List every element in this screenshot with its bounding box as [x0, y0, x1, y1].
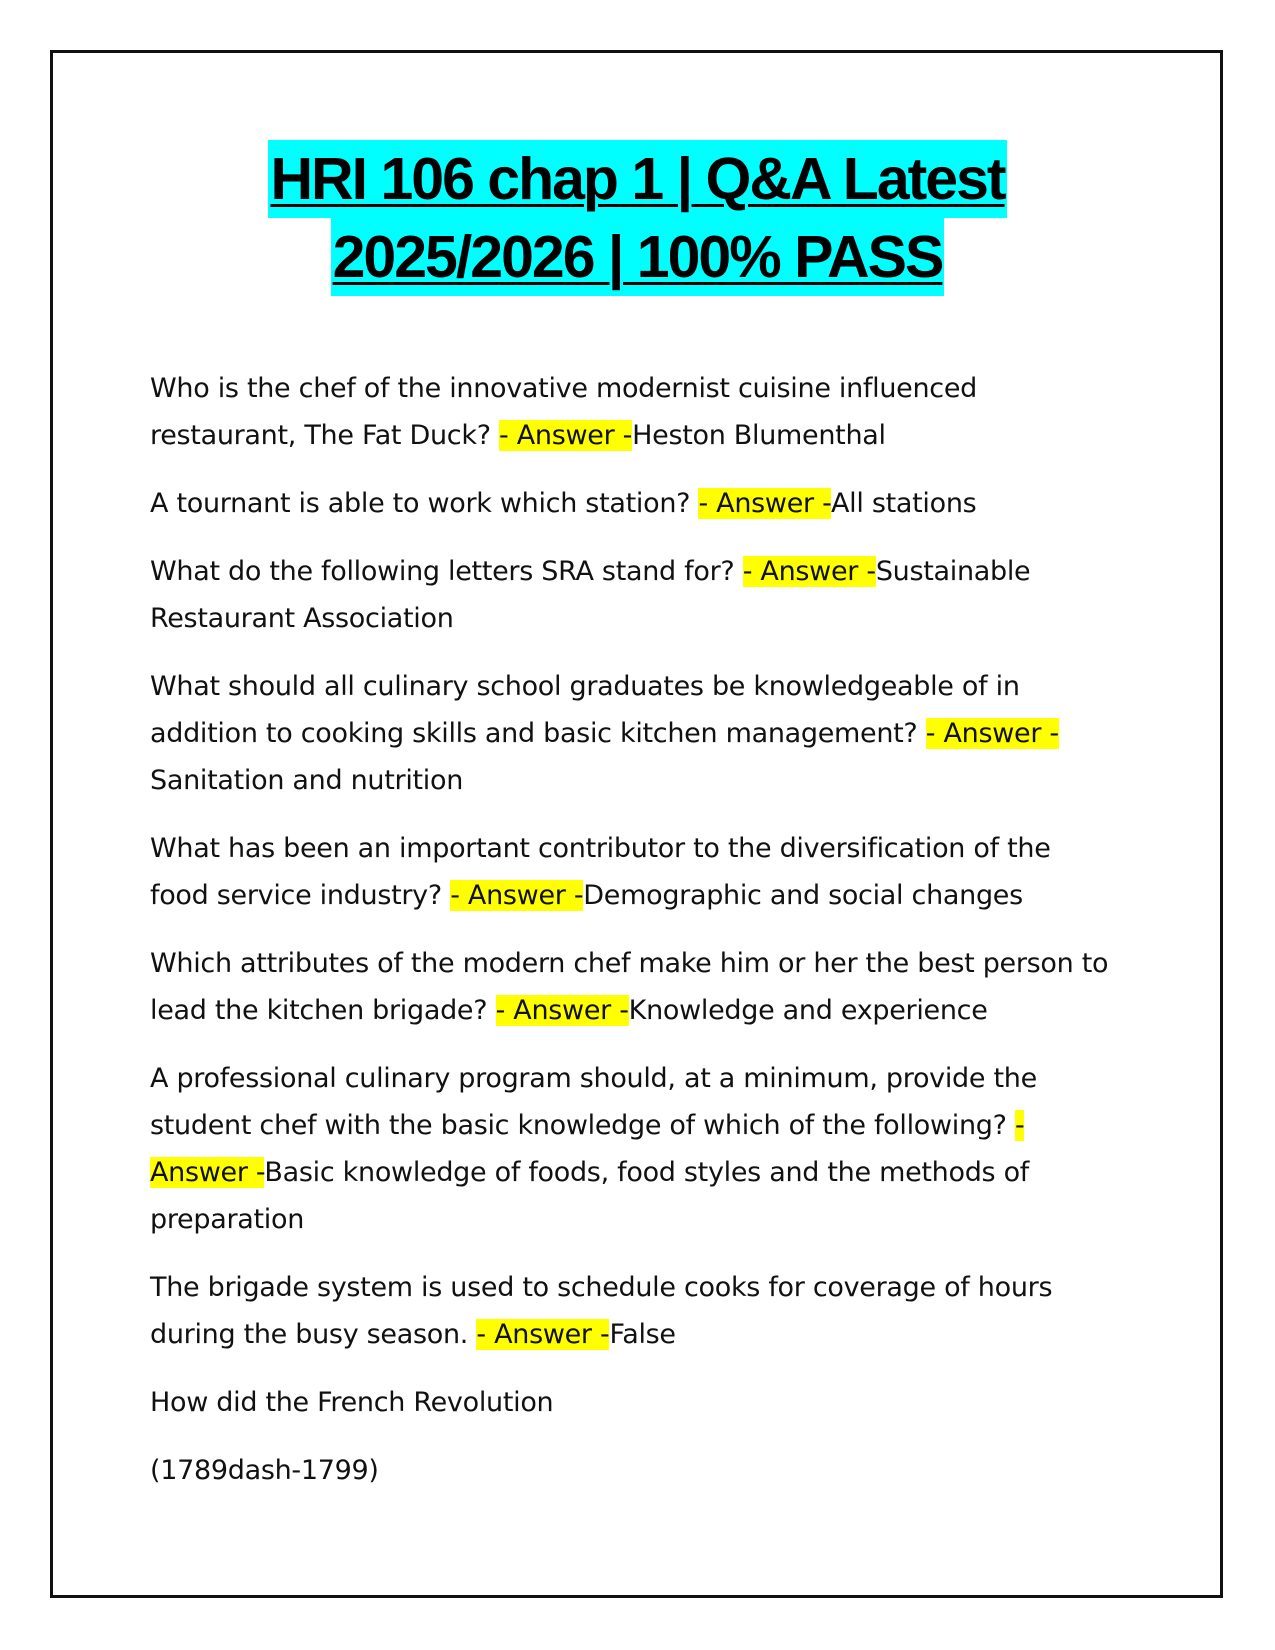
- answer-text: Sustainable Restaurant Association: [150, 556, 1031, 634]
- document-title: [0, 140, 1275, 296]
- answer-text: Sanitation and nutrition: [150, 765, 464, 796]
- question-text: What do the following letters SRA stand for?: [150, 556, 743, 587]
- question-text: A tournant is able to work which station?: [150, 488, 699, 519]
- question-text: What has been an important contributor to the diversification of the food service industry?: [150, 833, 1051, 911]
- question-text: Which attributes of the modern chef make him or her the best person to lead the kitchen brigade?: [150, 948, 1109, 1026]
- qa-item: [150, 365, 1110, 459]
- question-text: Who is the chef of the innovative modernist cuisine influenced restaurant, The Fat Duck?: [150, 373, 977, 451]
- answer-text: All stations: [830, 488, 977, 519]
- answer-marker: - Answer -: [698, 488, 831, 519]
- answer-marker: - Answer -: [495, 995, 629, 1026]
- trailing-line: (1789dash-1799): [150, 1455, 379, 1486]
- answer-text: Demographic and social changes: [583, 880, 1023, 911]
- qa-item: [150, 663, 1110, 804]
- qa-item: [150, 1264, 1110, 1358]
- question-text: A professional culinary program should, at a minimum, provide the student chef with the basic knowledge of which of the following?: [150, 1063, 1037, 1141]
- answer-text: Basic knowledge of foods, food styles and the methods of preparation: [150, 1157, 1030, 1235]
- answer-text: False: [609, 1319, 676, 1350]
- title-line-1: HRI 106 chap 1 | Q&A Latest: [268, 140, 1006, 218]
- answer-text: Heston Blumenthal: [632, 420, 886, 451]
- answer-marker: - Answer -: [742, 556, 876, 587]
- question-text: The brigade system is used to schedule cooks for coverage of hours during the busy season.: [150, 1272, 1053, 1350]
- answer-text: Knowledge and experience: [628, 995, 988, 1026]
- answer-marker: - Answer -: [476, 1319, 610, 1350]
- qa-item: [150, 1055, 1110, 1243]
- qa-item: [150, 548, 1110, 642]
- answer-marker: - Answer -: [925, 718, 1059, 749]
- qa-item: [150, 825, 1110, 919]
- trailing-line: How did the French Revolution: [150, 1387, 554, 1418]
- qa-item: [150, 940, 1110, 1034]
- title-line-2: 2025/2026 | 100% PASS: [331, 218, 945, 296]
- qa-item: [150, 480, 1110, 527]
- qa-list: [150, 365, 1110, 1515]
- answer-marker: - Answer -: [499, 420, 633, 451]
- answer-marker: - Answer -: [150, 1110, 1025, 1188]
- question-text: What should all culinary school graduates be knowledgeable of in addition to cooking skills and basic kitchen management?: [150, 671, 1020, 749]
- answer-marker: - Answer -: [450, 880, 584, 911]
